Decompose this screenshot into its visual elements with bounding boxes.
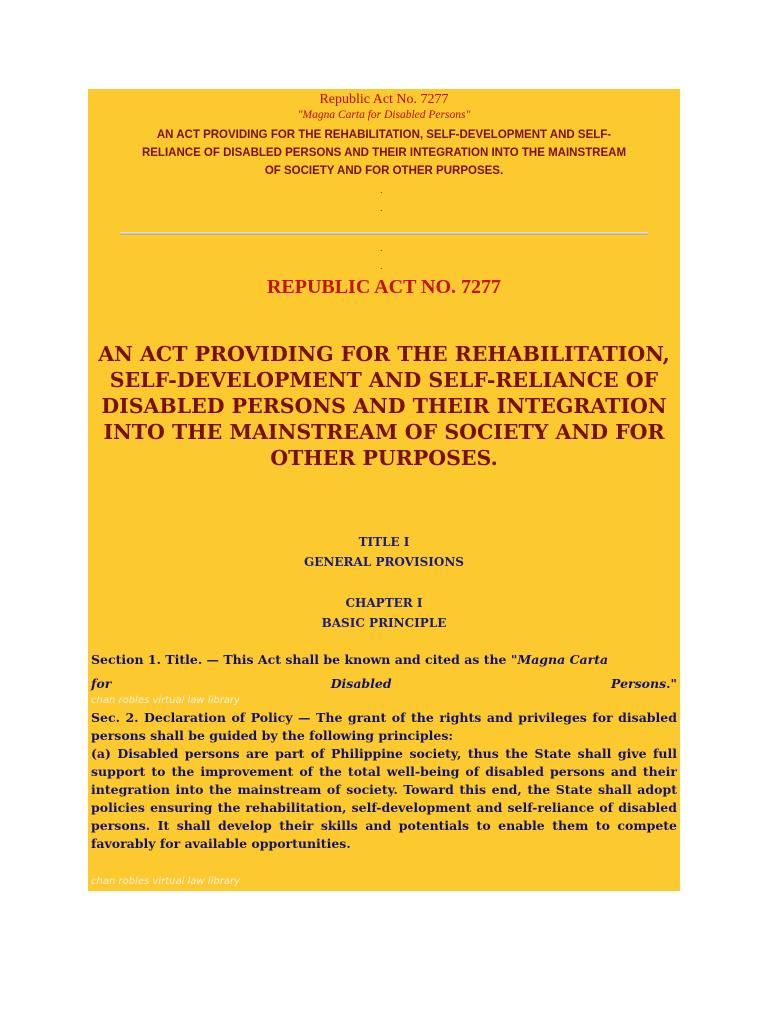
section-1-quote: "Magna Carta — [510, 652, 609, 667]
act-description-line: DISABLED PERSONS AND THEIR INTEGRATION — [101, 394, 667, 418]
title-label: TITLE I — [358, 535, 410, 549]
section-1-word: Disabled — [330, 676, 392, 691]
section-2-intro: Sec. 2. Declaration of Policy — The grant of the rights and privileges for disabled persons shall be guided by the following principles: — [91, 710, 677, 743]
header-act-line: RELIANCE OF DISABLED PERSONS AND THEIR INTEGRATION INTO THE MAINSTREAM — [141, 147, 627, 159]
section-1 — [91, 651, 677, 693]
section-1-word: Persons." — [611, 676, 677, 691]
spacer-dot: . — [380, 243, 383, 253]
watermark-text: chan robles virtual law library — [91, 876, 240, 887]
spacer-dot: . — [380, 203, 383, 213]
spacer-dot: . — [380, 185, 383, 195]
header-act-line: OF SOCIETY AND FOR OTHER PURPOSES. — [264, 165, 504, 177]
title-name: GENERAL PROVISIONS — [304, 555, 464, 569]
watermark-text: chan robles virtual law library — [91, 695, 240, 706]
chapter-name: BASIC PRINCIPLE — [321, 616, 447, 630]
spacer-dot: . — [380, 261, 383, 271]
section-2-paragraph-a: (a) Disabled persons are part of Philippine society, thus the State shall give full support to the improvement of the total well-being of disabled persons and their integration into the mainstream of society. Toward this end, the State shall adopt policies ensuring the rehabilitation, self-development and self-reliance of disabled persons. It shall develop their skills and potentials to enable them to compete favorably for available opportunities. — [91, 746, 677, 851]
act-description-line: AN ACT PROVIDING FOR THE REHABILITATION, — [98, 342, 670, 366]
header-act-line: AN ACT PROVIDING FOR THE REHABILITATION, SELF-DEVELOPMENT AND SELF- — [156, 129, 612, 141]
spacer-dot: . — [94, 308, 97, 318]
chapter-label: CHAPTER I — [345, 596, 423, 610]
header-title: Republic Act No. 7277 — [319, 92, 449, 107]
header-subtitle: "Magna Carta for Disabled Persons" — [297, 109, 471, 121]
act-description — [88, 341, 680, 471]
act-title: REPUBLIC ACT NO. 7277 — [266, 276, 502, 298]
section-1-word: for — [91, 676, 112, 691]
section-1-line-2 — [91, 675, 677, 693]
section-1-text: Section 1. Title. — This Act shall be known and cited as the — [91, 652, 511, 667]
horizontal-rule — [120, 232, 648, 235]
document-page — [88, 89, 680, 891]
section-2 — [91, 709, 677, 853]
act-description-line: OTHER PURPOSES. — [270, 446, 498, 470]
header-act-description — [92, 126, 676, 180]
act-description-line: SELF-DEVELOPMENT AND SELF-RELIANCE OF — [109, 368, 659, 392]
act-description-line: INTO THE MAINSTREAM OF SOCIETY AND FOR — [103, 420, 665, 444]
section-1-line-1 — [91, 651, 677, 669]
